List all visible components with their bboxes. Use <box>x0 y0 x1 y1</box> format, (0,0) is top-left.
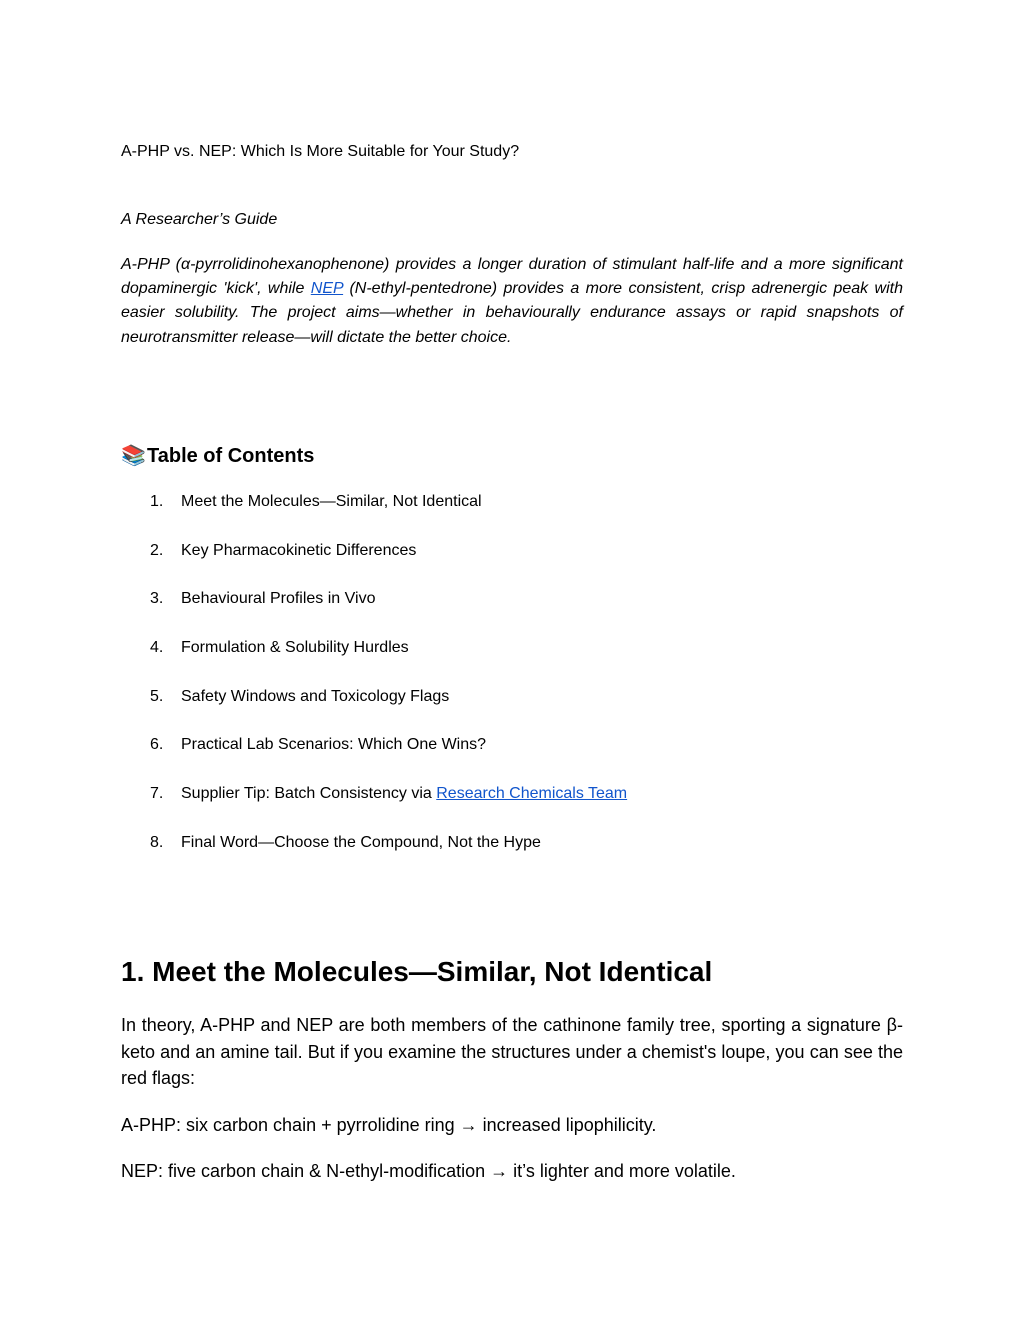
toc-item-text: Safety Windows and Toxicology Flags <box>181 687 450 705</box>
toc-item-number: 2. <box>150 541 164 559</box>
toc-item-text-before-link: Supplier Tip: Batch Consistency via <box>181 785 437 803</box>
intro-paragraph <box>121 253 903 350</box>
toc-item-number: 1. <box>150 493 164 510</box>
toc-item-text: Key Pharmacokinetic Differences <box>181 541 417 559</box>
document-title: A-PHP vs. NEP: Which Is More Suitable for Your Study? <box>121 143 520 160</box>
toc-item-number: 7. <box>150 785 164 803</box>
toc-heading-text: Table of Contents <box>147 445 315 467</box>
intro-text-before: A-PHP (α-pyrrolidinohexanophenone) provides a longer duration of stimulant half-life and a more significant dopaminergic 'kick', while <box>121 256 903 298</box>
toc-item-text: Formulation & Solubility Hurdles <box>181 639 409 657</box>
toc-item-number: 3. <box>150 590 164 608</box>
toc-item-number: 8. <box>150 833 164 851</box>
toc-item-text: Final Word—Choose the Compound, Not the Hype <box>181 833 541 851</box>
intro-text-after: (N-ethyl-pentedrone) provides a more consistent, crisp adrenergic peak with easier solubility. The project aims—whether in behaviourally endurance assays or rapid snapshots of neurotransmitter release—will dictate the better choice. <box>121 280 903 346</box>
toc-item-text: Practical Lab Scenarios: Which One Wins? <box>181 736 487 754</box>
nep-link[interactable]: NEP <box>310 280 344 298</box>
section-1-paragraph: In theory, A-PHP and NEP are both members of the cathinone family tree, sporting a signature β-keto and an amine tail. But if you examine the structures under a chemist's loupe, you can see the red flags: <box>121 1015 903 1088</box>
toc-item-number: 4. <box>150 639 164 657</box>
toc-item-text: Behavioural Profiles in Vivo <box>181 590 376 608</box>
toc-item-text: Meet the Molecules—Similar, Not Identical <box>181 493 482 510</box>
toc-item-number: 5. <box>150 687 164 705</box>
nep-description: NEP: five carbon chain & N-ethyl-modification → it’s lighter and more volatile. <box>121 1161 736 1181</box>
toc-heading <box>121 444 314 468</box>
research-chemicals-team-link[interactable]: Research Chemicals Team <box>436 785 628 803</box>
books-icon: 📚 <box>121 445 146 467</box>
toc-item-text <box>181 784 627 804</box>
document-subtitle: A Researcher’s Guide <box>121 211 278 228</box>
section-1-heading: 1. Meet the Molecules—Similar, Not Identical <box>121 956 713 987</box>
aphp-description: A-PHP: six carbon chain + pyrrolidine ring → increased lipophilicity. <box>121 1115 657 1135</box>
toc-item-number: 6. <box>150 736 164 754</box>
